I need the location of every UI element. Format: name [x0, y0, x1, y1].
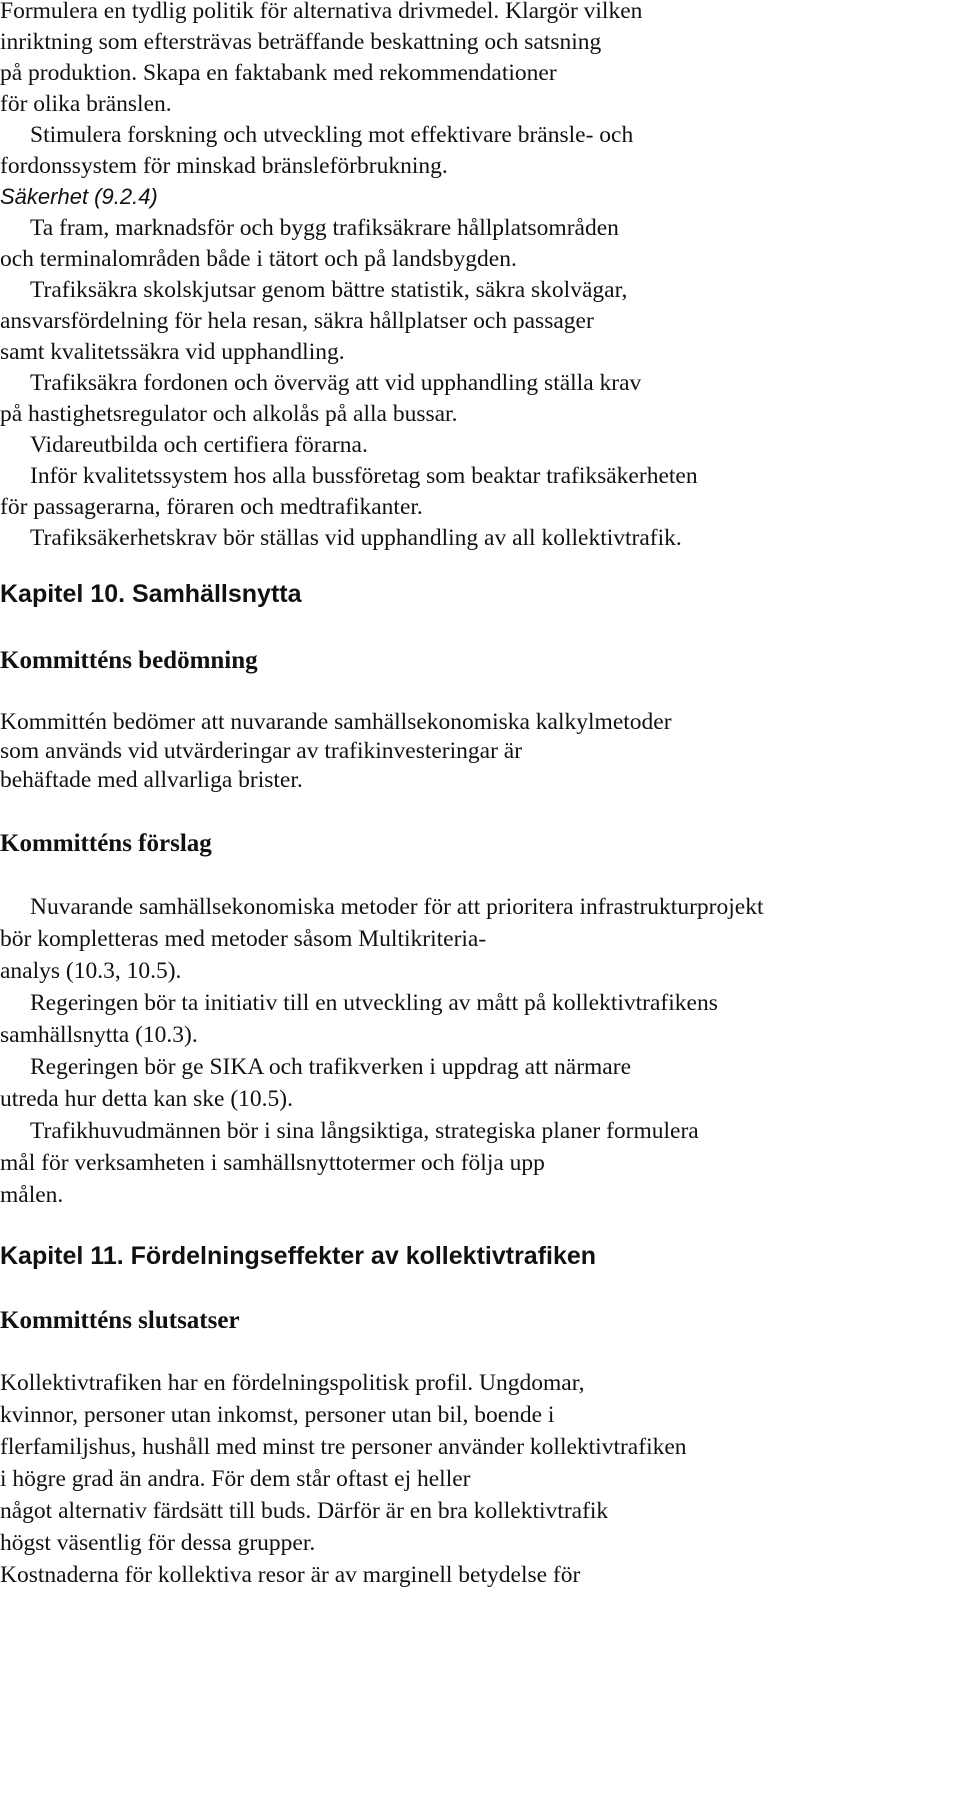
- chapter-heading: Kapitel 11. Fördelningseffekter av kollektivtrafiken: [0, 1242, 597, 1270]
- text-line: Regeringen bör ge SIKA och trafikverken i uppdrag att närmare: [30, 1054, 631, 1080]
- text-line: och terminalområden både i tätort och på landsbygden.: [0, 246, 517, 272]
- text-line: bör kompletteras med metoder såsom Multikriteria-: [0, 926, 487, 952]
- chapter-heading: Kapitel 10. Samhällsnytta: [0, 580, 302, 608]
- text-line: fordonssystem för minskad bränsleförbrukning.: [0, 153, 448, 179]
- text-line: Trafikhuvudmännen bör i sina långsiktiga, strategiska planer formulera: [30, 1118, 699, 1144]
- text-line: inriktning som eftersträvas beträffande beskattning och satsning: [0, 29, 602, 55]
- section-heading: Kommitténs förslag: [0, 830, 212, 857]
- text-line: Kollektivtrafiken har en fördelningspolitisk profil. Ungdomar,: [0, 1370, 585, 1396]
- text-line: för olika bränslen.: [0, 91, 172, 117]
- text-line: målen.: [0, 1182, 64, 1208]
- text-line: behäftade med allvarliga brister.: [0, 767, 303, 793]
- text-line: som används vid utvärderingar av trafikinvesteringar är: [0, 738, 523, 764]
- text-line: Stimulera forskning och utveckling mot effektivare bränsle- och: [30, 122, 634, 148]
- text-line: kvinnor, personer utan inkomst, personer utan bil, boende i: [0, 1402, 555, 1428]
- text-line: för passagerarna, föraren och medtrafikanter.: [0, 494, 423, 520]
- text-line: Regeringen bör ta initiativ till en utveckling av mått på kollektivtrafikens: [30, 990, 718, 1016]
- text-line: Ta fram, marknadsför och bygg trafiksäkrare hållplatsområden: [30, 215, 619, 241]
- text-line: Inför kvalitetssystem hos alla bussföretag som beaktar trafiksäkerheten: [30, 463, 698, 489]
- text-line: på produktion. Skapa en faktabank med rekommendationer: [0, 60, 557, 86]
- text-line: utreda hur detta kan ske (10.5).: [0, 1086, 293, 1112]
- text-line: flerfamiljshus, hushåll med minst tre personer använder kollektivtrafiken: [0, 1434, 687, 1460]
- text-line: analys (10.3, 10.5).: [0, 958, 182, 984]
- text-line: Trafiksäkerhetskrav bör ställas vid upphandling av all kollektivtrafik.: [30, 525, 682, 551]
- text-line: samt kvalitetssäkra vid upphandling.: [0, 339, 345, 365]
- text-line: något alternativ färdsätt till buds. Därför är en bra kollektivtrafik: [0, 1498, 609, 1524]
- section-subheading: Säkerhet (9.2.4): [0, 184, 158, 209]
- text-line: Vidareutbilda och certifiera förarna.: [30, 432, 368, 458]
- text-line: Formulera en tydlig politik för alternativa drivmedel. Klargör vilken: [0, 0, 643, 24]
- text-line: Nuvarande samhällsekonomiska metoder för att prioritera infrastrukturprojekt: [30, 894, 764, 920]
- text-line: ansvarsfördelning för hela resan, säkra hållplatser och passager: [0, 308, 594, 334]
- section-heading: Kommitténs bedömning: [0, 647, 258, 674]
- text-line: på hastighetsregulator och alkolås på alla bussar.: [0, 401, 458, 427]
- text-line: Kommittén bedömer att nuvarande samhällsekonomiska kalkylmetoder: [0, 709, 672, 735]
- text-line: Trafiksäkra fordonen och överväg att vid upphandling ställa krav: [30, 370, 642, 396]
- text-line: i högre grad än andra. För dem står oftast ej heller: [0, 1466, 471, 1492]
- section-heading: Kommitténs slutsatser: [0, 1307, 240, 1334]
- text-line: högst väsentlig för dessa grupper.: [0, 1530, 316, 1556]
- text-line: Kostnaderna för kollektiva resor är av marginell betydelse för: [0, 1562, 581, 1588]
- text-line: Trafiksäkra skolskjutsar genom bättre statistik, säkra skolvägar,: [30, 277, 628, 303]
- text-line: mål för verksamheten i samhällsnyttotermer och följa upp: [0, 1150, 545, 1176]
- text-line: samhällsnytta (10.3).: [0, 1022, 198, 1048]
